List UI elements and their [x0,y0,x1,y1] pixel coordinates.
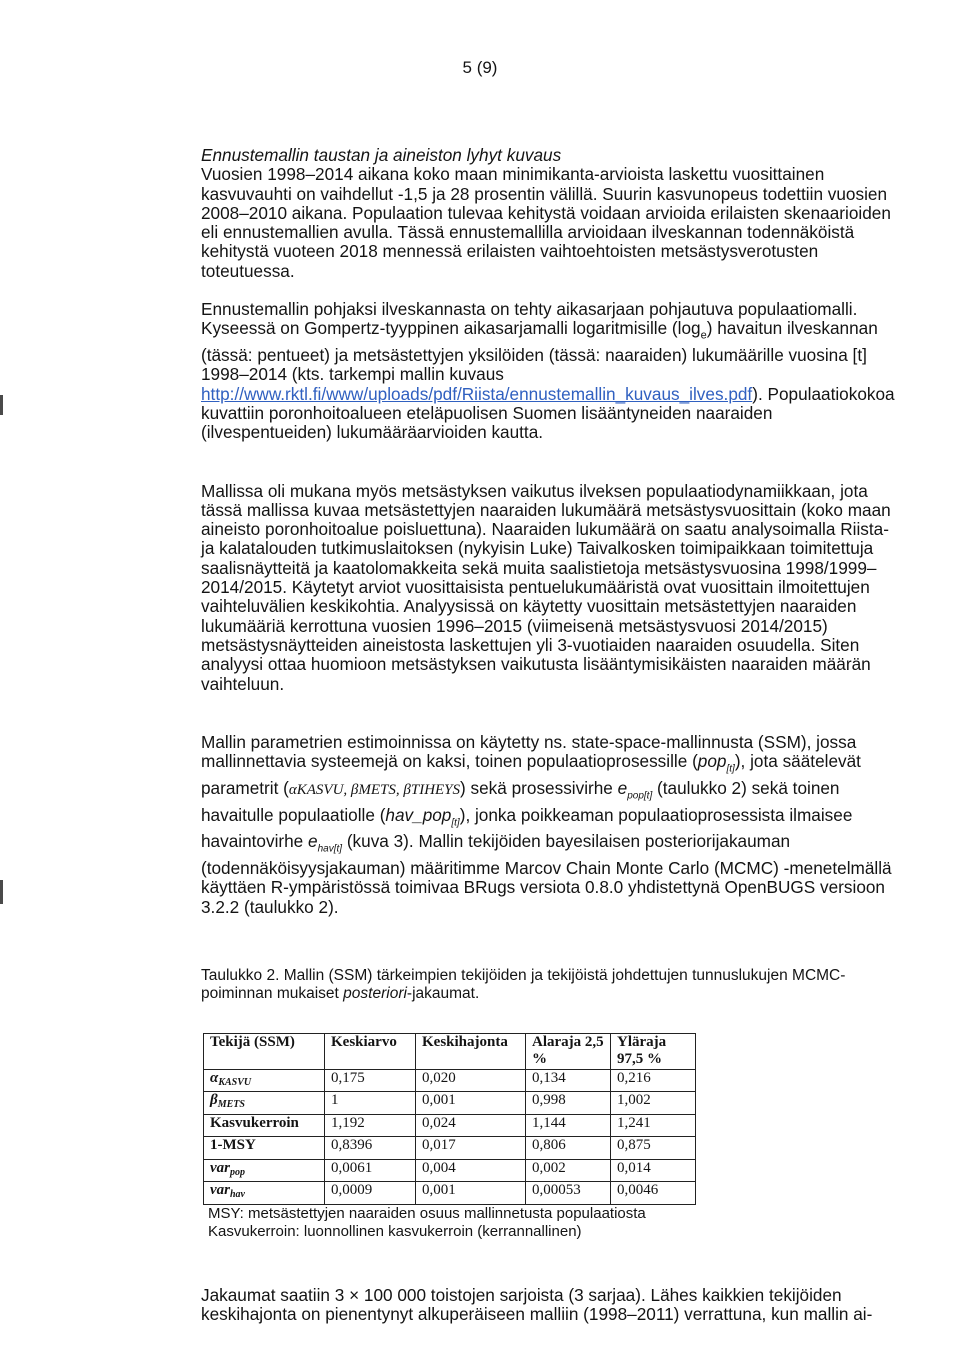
cell-upper: 1,002 [611,1092,696,1115]
paragraph-background: Vuosien 1998–2014 aikana koko maan minimikanta-arvioista laskettu vuosittainen kasvuvauhti on vaihdellut -1,5 ja 28 prosentin välillä. Suurin kasvunopeus todettiin vuosien 2008–2010 aikana. Populaation tulevaa kehitystä voidaan arvioida erilaisten skenaarioiden eli ennustemallien avulla. Tässä ennustemallilla arvioidaan ilveskannan todennäköistä kehitystä vuoteen 2018 mennessä erilaisten vaihtoehtoisten metsästysverotusten toteutuessa. [201,164,891,281]
paragraph-model-basis: Ennustemallin pohjaksi ilveskannasta on tehty aikasarjaan pohjautuva populaatiomalli. Kyseessä on Gompertz-tyyppinen aikasarjamalli logaritmisille $(\log_e)$ havaitun ilveskannan (tässä: pentueet) ja metsästettyjen yksilöiden (tässä: naaraiden) lukumäärille vuosina [t] 1998–2014 (kts. tarkempi mallin kuvaus http://www.rktl.fi/www/uploads/pdf/Riista/ennustemallin_kuvaus_ilves.pdf). Populaatiokokoa kuvattiin poronhoitoalueen eteläpuolisen Suomen lisääntyneiden naaraiden (ilvespentueiden) lukumääräarvioiden kautta. [201,299,895,443]
section-heading: Ennustemallin taustan ja aineiston lyhyt kuvaus [201,145,562,165]
header-mean: Keskiarvo [325,1033,416,1069]
table-note-growth: Kasvukerroin: luonnollinen kasvukerroin (kerrannallinen) [208,1222,582,1240]
cell-mean: 0,0009 [325,1182,416,1205]
cell-upper: 1,241 [611,1114,696,1137]
table-row [204,1069,696,1092]
model-description-link[interactable]: http://www.rktl.fi/www/uploads/pdf/Riista/ennustemallin_kuvaus_ilves.pdf [201,383,753,404]
document-body [201,146,901,1325]
paragraph-parameter-estimation: Mallin parametrien estimoinnissa on käytetty ns. state-space-mallinnusta (SSM), jossa mallinnettavia systeemejä on kaksi, toinen populaatioprosessille (pop$_{[t]}$), jota säätelevät parametrit (αKASVU, βMETS, βTIHEYS) sekä prosessivirhe $e_{pop[t]}$ (taulukko 2) sekä toinen havaitulle populaatiolle (hav_pop$_{[t]}$), jonka poikkeaman populaatioprosessista ilmaisee havaintovirhe $e_{hav[t]}$ (kuva 3). Mallin tekijöiden bayesilaisen posteriorijakauman (todennäköisyysjakauman) määritimme Marcov Chain Monte Carlo (MCMC) -menetelmällä käyttäen R-ympäristössä toimivaa BRugs versiota 0.8.0 yhdistettynä OpenBUGS versioon 3.2.2 (taulukko 2). [201,731,892,917]
row-label: Kasvukerroin [204,1114,325,1137]
cell-lower: 0,002 [526,1159,611,1182]
scan-edge-mark [0,395,3,415]
cell-sd: 0,001 [416,1092,526,1115]
cell-mean: 1,192 [325,1114,416,1137]
row-label: $\beta_{METS}$ [204,1092,325,1115]
row-label: var$_{pop}$ [204,1159,325,1182]
row-label: 1-MSY [204,1137,325,1160]
paragraph-hunting-effect: Mallissa oli mukana myös metsästyksen vaikutus ilveksen populaatiodynamiikkaan, jota tässä mallissa kuvaa metsästettyjen naaraiden lukumäärä metsästysvuosittain (koko maan aineisto poronhoitoalue poisluettuna). Naaraiden lukumäärä on saatu analysoimalla Riista- ja kalatalouden tutkimuslaitoksen (nykyisin Luke) Taivalkosken toimipaikkaan toimitettuja saalisnäytteitä ja kaatolomakkeita sekä muita saalistietoja metsästysvuosina 1998/1999–2014/2015. Käytetyt arviot vuosittaisista pentuelukumääristä ovat vuosittain ilmoitettujen vaihteluvälien keskikohtia. Analyysissä on käytetty vuosittain metsästettyjen naaraiden lukumääriä kerrottuna vuosien 1996–2015 (viimeisenä metsästysvuosi 2014/2015) metsästysnäytteiden aineistosta laskettujen yli 3-vuotiaiden naaraiden osuudella. Siten analyysi ottaa huomioon metsästyksen vaikutusta lisääntymisikäisten naaraiden määrän vaihteluun. [201,480,891,694]
header-factor: Tekijä (SSM) [204,1033,325,1069]
table-row [204,1182,696,1205]
cell-upper: 0,216 [611,1069,696,1092]
cell-mean: 0,0061 [325,1159,416,1182]
row-label: var$_{hav}$ [204,1182,325,1205]
cell-upper: 0,875 [611,1137,696,1160]
cell-lower: 1,144 [526,1114,611,1137]
cell-lower: 0,00053 [526,1182,611,1205]
cell-sd: 0,020 [416,1069,526,1092]
scan-edge-mark [0,880,3,904]
paragraph-distributions: Jakaumat saatiin 3 × 100 000 toistojen sarjoista (3 sarjaa). Lähes kaikkien tekijöiden keskihajonta on pienentynyt alkuperäiseen malliin (1998–2011) verrattuna, kun mallin ai- [201,1284,873,1325]
cell-lower: 0,806 [526,1137,611,1160]
table-row [204,1137,696,1160]
header-sd: Keskihajonta [416,1033,526,1069]
parameters-table [203,1033,696,1205]
table-note-msy: MSY: metsästettyjen naaraiden osuus mallinnetusta populaatiosta [208,1204,646,1222]
cell-mean: 0,8396 [325,1137,416,1160]
table-row [204,1114,696,1137]
table-row [204,1092,696,1115]
page-number: 5 (9) [462,58,498,77]
table-caption: Taulukko 2. Mallin (SSM) tärkeimpien tekijöiden ja tekijöistä johdettujen tunnuslukujen MCMC-poiminnan mukaiset posteriori-jakaumat. [201,966,846,1002]
cell-sd: 0,004 [416,1159,526,1182]
header-lower: Alaraja 2,5 % [526,1033,611,1069]
cell-lower: 0,134 [526,1069,611,1092]
table-row [204,1159,696,1182]
cell-upper: 0,014 [611,1159,696,1182]
header-upper: Yläraja 97,5 % [611,1033,696,1069]
table-header-row [204,1033,696,1069]
cell-mean: 1 [325,1092,416,1115]
cell-mean: 0,175 [325,1069,416,1092]
cell-sd: 0,024 [416,1114,526,1137]
cell-sd: 0,001 [416,1182,526,1205]
row-label: $\alpha_{KASVU}$ [204,1069,325,1092]
cell-upper: 0,0046 [611,1182,696,1205]
cell-sd: 0,017 [416,1137,526,1160]
cell-lower: 0,998 [526,1092,611,1115]
